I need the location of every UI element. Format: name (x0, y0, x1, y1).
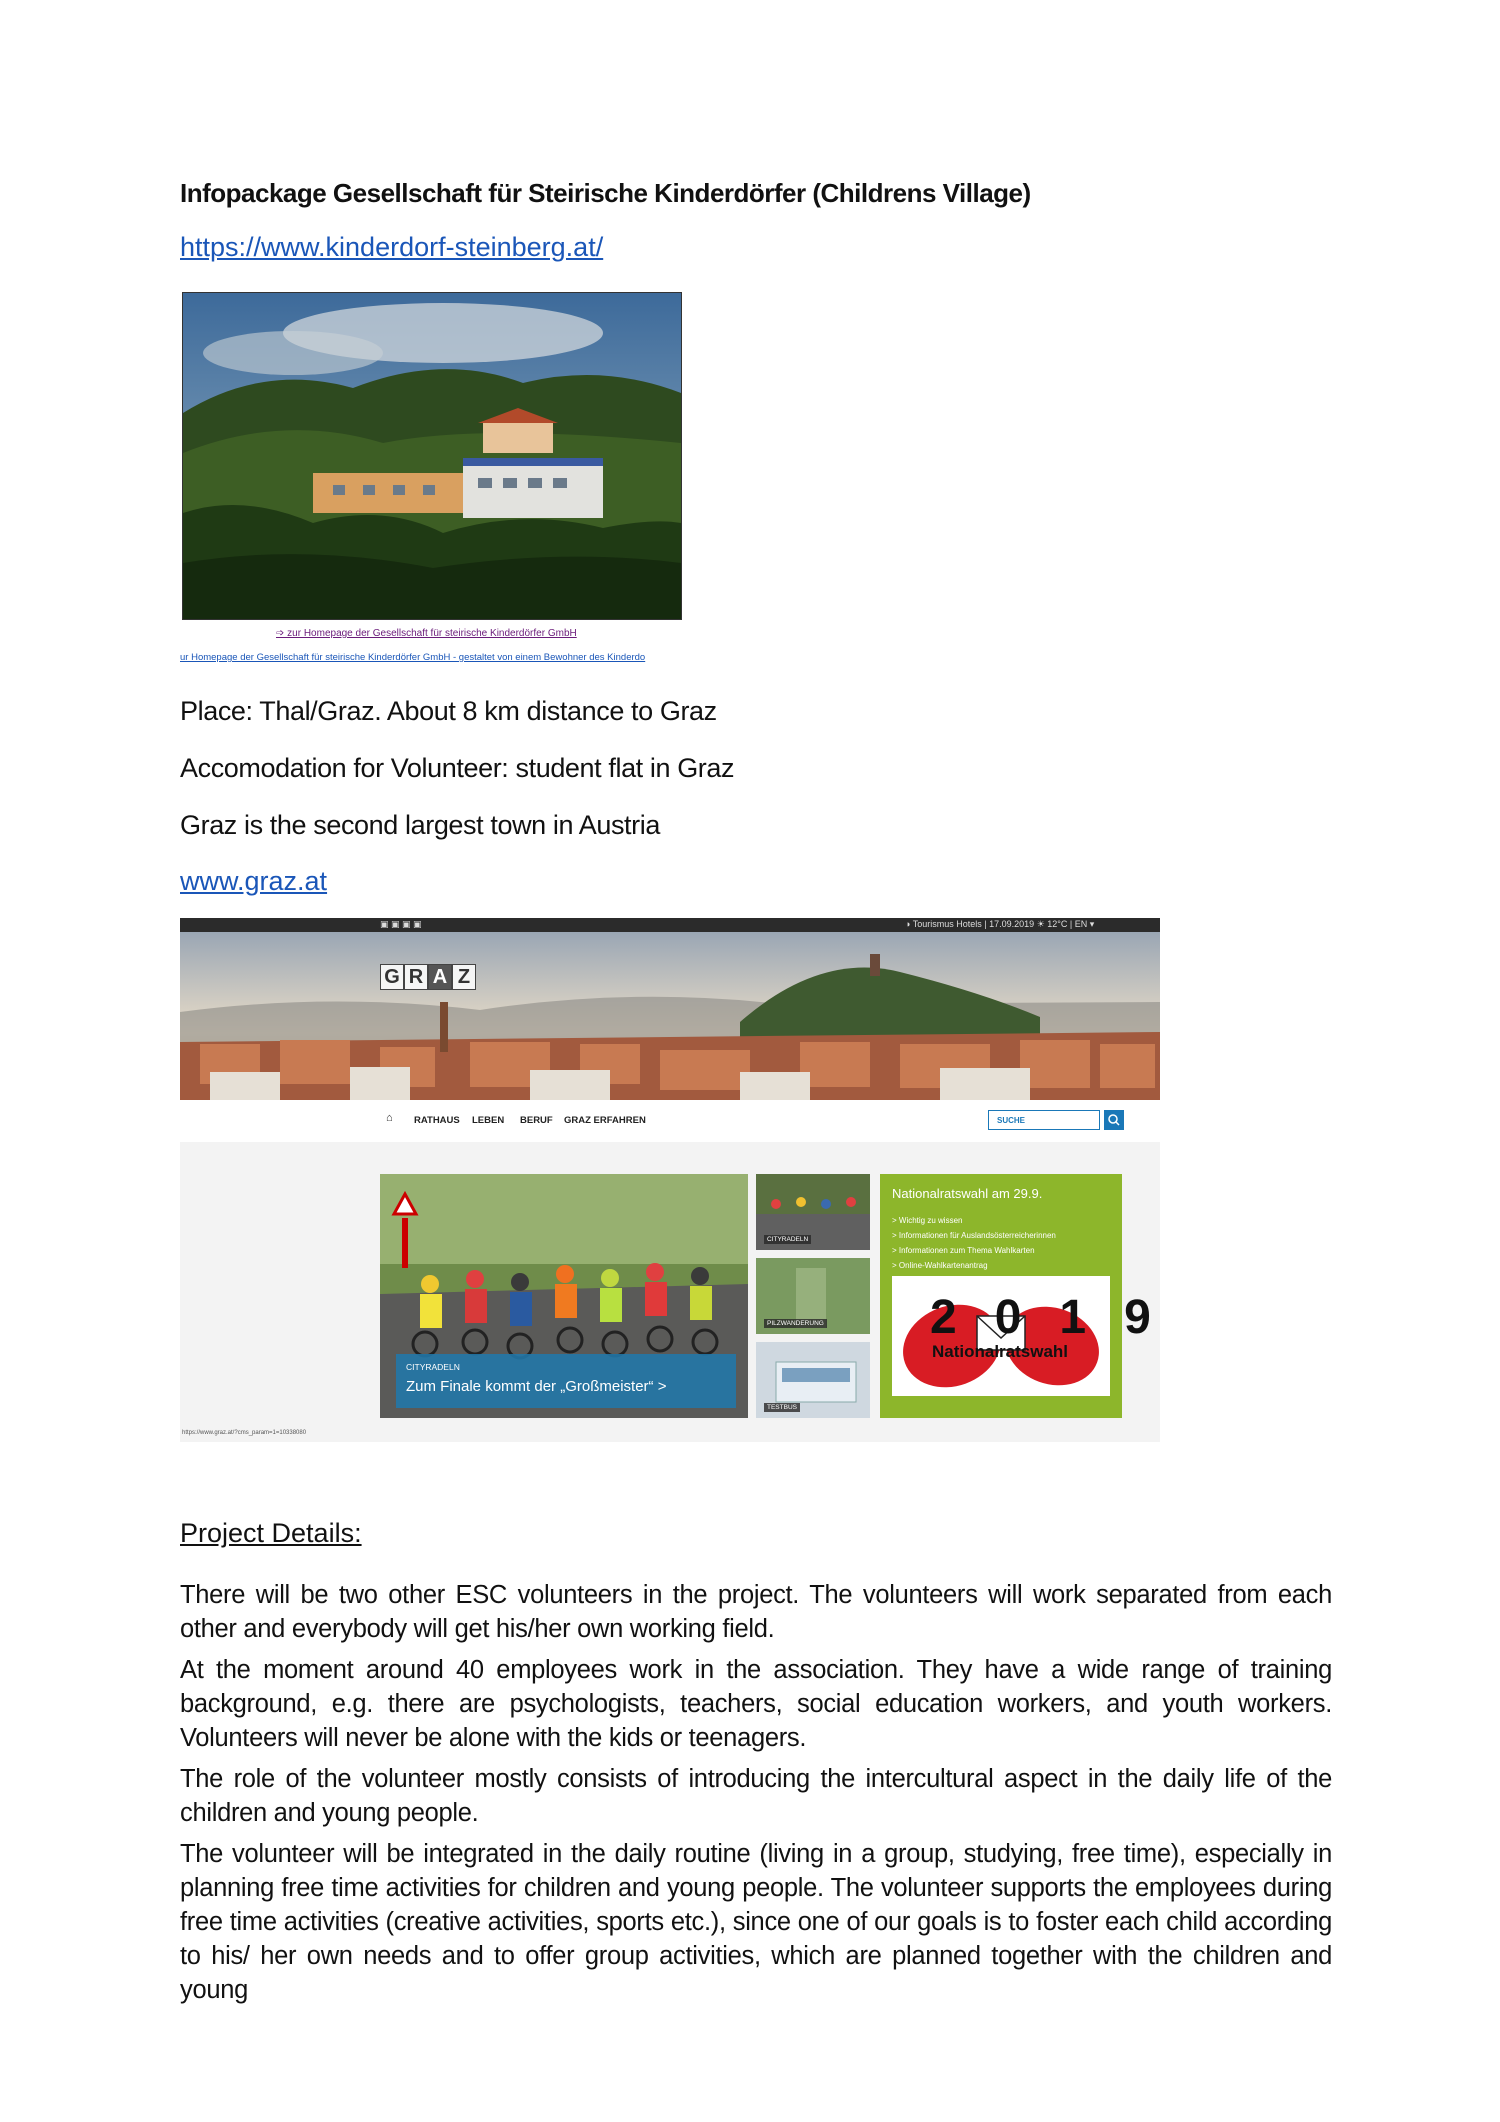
graz-nav-bar (180, 1100, 1160, 1142)
home-icon[interactable]: ⌂ (386, 1112, 393, 1124)
project-details-body (180, 1578, 1332, 2014)
election-link[interactable]: > Wichtig zu wissen (892, 1216, 963, 1225)
graz-website-screenshot (180, 918, 1189, 1442)
kinderdorf-homepage-sublink[interactable]: ur Homepage der Gesellschaft für steirische Kinderdörfer GmbH - gestaltet von einem Bewohner des Kinderdo (180, 652, 646, 663)
social-icons: ▣ ▣ ▣ ▣ (380, 919, 422, 929)
nav-leben[interactable]: LEBEN (472, 1115, 505, 1126)
thumb-label: PILZWANDERUNG (764, 1319, 827, 1328)
graz-info-text: Graz is the second largest town in Austria (180, 810, 660, 840)
election-logo-year: 2019 (930, 1291, 1189, 1344)
place-text: Place: Thal/Graz. About 8 km distance to Graz (180, 696, 717, 726)
accommodation-text: Accomodation for Volunteer: student flat in Graz (180, 753, 735, 783)
kinderdorf-homepage-link[interactable]: ➩ zur Homepage der Gesellschaft für steirische Kinderdörfer GmbH (276, 628, 577, 639)
election-heading: Nationalratswahl am 29.9. (892, 1186, 1043, 1201)
thumb-pilzwanderung[interactable] (756, 1258, 870, 1334)
kinderdorf-url-link[interactable]: https://www.kinderdorf-steinberg.at/ (180, 232, 604, 262)
thumb-testbus[interactable] (756, 1342, 870, 1418)
main-feature-headline[interactable]: Zum Finale kommt der „Großmeister“ > (406, 1378, 667, 1395)
election-panel[interactable] (880, 1174, 1189, 1418)
project-paragraph: There will be two other ESC volunteers in the project. The volunteers will work separated from each other and everybody will get his/her own working field. (180, 1581, 1332, 1643)
election-link[interactable]: > Informationen zum Thema Wahlkarten (892, 1246, 1035, 1255)
nav-graz-erfahren[interactable]: GRAZ ERFAHREN (564, 1115, 646, 1126)
election-link[interactable]: > Informationen für Auslandsösterreicherinnen (892, 1231, 1056, 1240)
election-link[interactable]: > Online-Wahlkartenantrag (892, 1261, 988, 1270)
project-paragraph: The role of the volunteer mostly consists of introducing the intercultural aspect in the daily life of the children and young people. (180, 1765, 1332, 1827)
graz-logo-letter-g: G (380, 964, 404, 990)
graz-logo-letter-a: A (428, 964, 452, 990)
search-button[interactable] (1104, 1110, 1124, 1130)
status-bar-url: https://www.graz.at/?cms_param=1=10338080 (182, 1430, 307, 1436)
project-details-heading: Project Details: (180, 1518, 362, 1548)
search-icon (1104, 1110, 1124, 1130)
project-paragraph: At the moment around 40 employees work in the association. They have a wide range of training background, e.g. there are psychologists, teachers, social education workers, and youth workers. Volunteers will never be alone with the kids or teenagers. (180, 1656, 1332, 1752)
graz-url-link[interactable]: www.graz.at (180, 866, 328, 896)
main-feature-card[interactable] (380, 1174, 748, 1418)
graz-topbar-info: ◑ Tourismus Hotels | 17.09.2019 ☀ 12°C | EN ▾ (905, 919, 1095, 929)
project-paragraph: The volunteer will be integrated in the daily routine (living in a group, studying, free time), especially in planning free time activities for children and young people. The volunteer supports the employees during free time activities (creative activities, sports etc.), since one of our goals is to foster each child according to his/ her own needs and to offer group activities, which are planned together with the children and young (180, 1840, 1332, 2004)
thumb-label: CITYRADELN (764, 1235, 811, 1244)
main-feature-caption[interactable] (396, 1354, 736, 1408)
election-logo-text: Nationalratswahl (932, 1342, 1069, 1361)
graz-panorama-photo (180, 932, 1160, 1100)
main-feature-category: CITYRADELN (406, 1362, 460, 1372)
graz-logo-letter-r: R (404, 964, 428, 990)
thumb-cityradeln[interactable] (756, 1174, 870, 1250)
kinderdorf-building-photo (182, 292, 682, 620)
nav-beruf[interactable]: BERUF (520, 1115, 553, 1126)
graz-logo-letter-z: Z (452, 964, 476, 990)
document-title: Infopackage Gesellschaft für Steirische Kinderdörfer (Childrens Village) (180, 178, 1031, 208)
graz-logo[interactable] (380, 964, 476, 990)
election-2019-logo (892, 1276, 1189, 1396)
search-input[interactable]: SUCHE (988, 1110, 1100, 1130)
nav-rathaus[interactable]: RATHAUS (414, 1115, 460, 1126)
graz-topbar (180, 918, 1160, 932)
thumb-label: TESTBUS (764, 1403, 800, 1412)
